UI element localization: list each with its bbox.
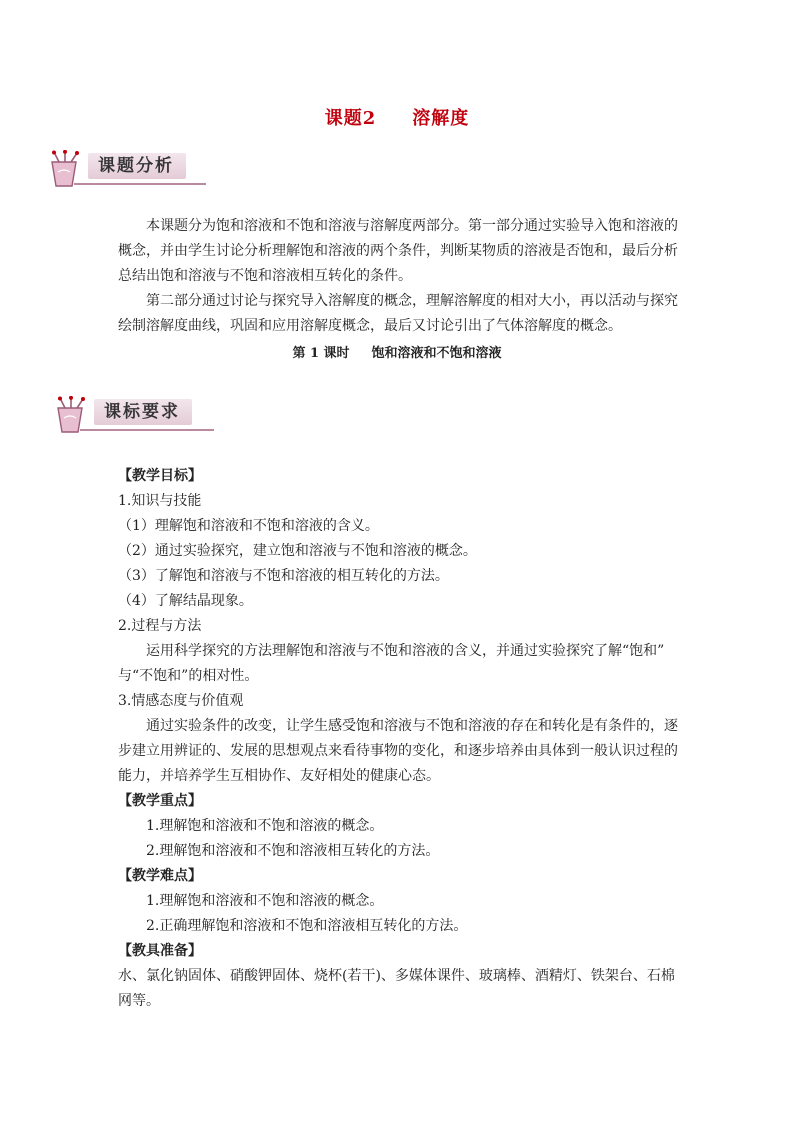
goal-1-item-4: （4）了解结晶现象。 xyxy=(118,593,253,609)
title-lesson-number: 课题2 xyxy=(324,108,377,129)
lesson-number: 第 1 课时 xyxy=(292,346,350,361)
section-label-standards: 课标要求 xyxy=(94,399,192,425)
goal-2-text-line-2: 与“不饱和”的相对性。 xyxy=(118,668,259,684)
section-banner-analysis xyxy=(44,150,204,190)
goal-1-title: 1.知识与技能 xyxy=(118,493,202,509)
page-title xyxy=(0,104,794,130)
difficult-point-1: 1.理解饱和溶液和不饱和溶液的概念。 xyxy=(146,893,384,909)
title-topic: 溶解度 xyxy=(412,108,470,129)
goal-3-text-line-3: 能力，并培养学生互相协作、友好相处的健康心态。 xyxy=(118,768,440,784)
goal-3-title: 3.情感态度与价值观 xyxy=(118,693,244,709)
lesson-name: 饱和溶液和不饱和溶液 xyxy=(371,346,502,361)
goal-3-text-line-2: 步建立用辨证的、发展的思想观点来看待事物的变化，和逐步培养由具体到一般认识过程的 xyxy=(118,743,678,759)
difficult-points-heading: 【教学难点】 xyxy=(118,868,202,884)
goal-1-item-1: （1）理解饱和溶液和不饱和溶液的含义。 xyxy=(118,518,379,534)
lesson-subtitle xyxy=(0,342,794,361)
section-label-analysis: 课题分析 xyxy=(88,153,186,179)
goals-heading: 【教学目标】 xyxy=(118,468,202,484)
goal-2-title: 2.过程与方法 xyxy=(118,618,202,634)
goal-2-text-line-1: 运用科学探究的方法理解饱和溶液与不饱和溶液的含义，并通过实验探究了解“饱和” xyxy=(146,643,665,659)
key-point-1: 1.理解饱和溶液和不饱和溶液的概念。 xyxy=(146,818,384,834)
difficult-point-2: 2.正确理解饱和溶液和不饱和溶液相互转化的方法。 xyxy=(146,918,468,934)
section-underline xyxy=(74,183,206,185)
goal-3-text-line-1: 通过实验条件的改变，让学生感受饱和溶液与不饱和溶液的存在和转化是有条件的，逐 xyxy=(146,718,678,734)
teaching-tools-heading: 【教具准备】 xyxy=(118,943,202,959)
section-banner-standards xyxy=(44,396,214,436)
paragraph-2: 第二部分通过讨论与探究导入溶解度的概念，理解溶解度的相对大小，再以活动与探究绘制溶解度曲线，巩固和应用溶解度概念，最后又讨论引出了气体溶解度的概念。 xyxy=(118,293,678,334)
section-underline xyxy=(80,429,214,431)
key-points-heading: 【教学重点】 xyxy=(118,793,202,809)
paragraph-1: 本课题分为饱和溶液和不饱和溶液与溶解度两部分。第一部分通过实验导入饱和溶液的概念，并由学生讨论分析理解饱和溶液的两个条件，判断某物质的溶液是否饱和，最后分析总结出饱和溶液与不饱和溶液相互转化的条件。 xyxy=(118,218,678,284)
key-point-2: 2.理解饱和溶液和不饱和溶液相互转化的方法。 xyxy=(146,843,440,859)
goal-1-item-3: （3）了解饱和溶液与不饱和溶液的相互转化的方法。 xyxy=(118,568,449,584)
teaching-tools-line-2: 网等。 xyxy=(118,993,160,1009)
goal-1-item-2: （2）通过实验探究，建立饱和溶液与不饱和溶液的概念。 xyxy=(118,543,477,559)
teaching-tools-line-1: 水、氯化钠固体、硝酸钾固体、烧杯(若干)、多媒体课件、玻璃棒、酒精灯、铁架台、石棉 xyxy=(118,968,675,984)
